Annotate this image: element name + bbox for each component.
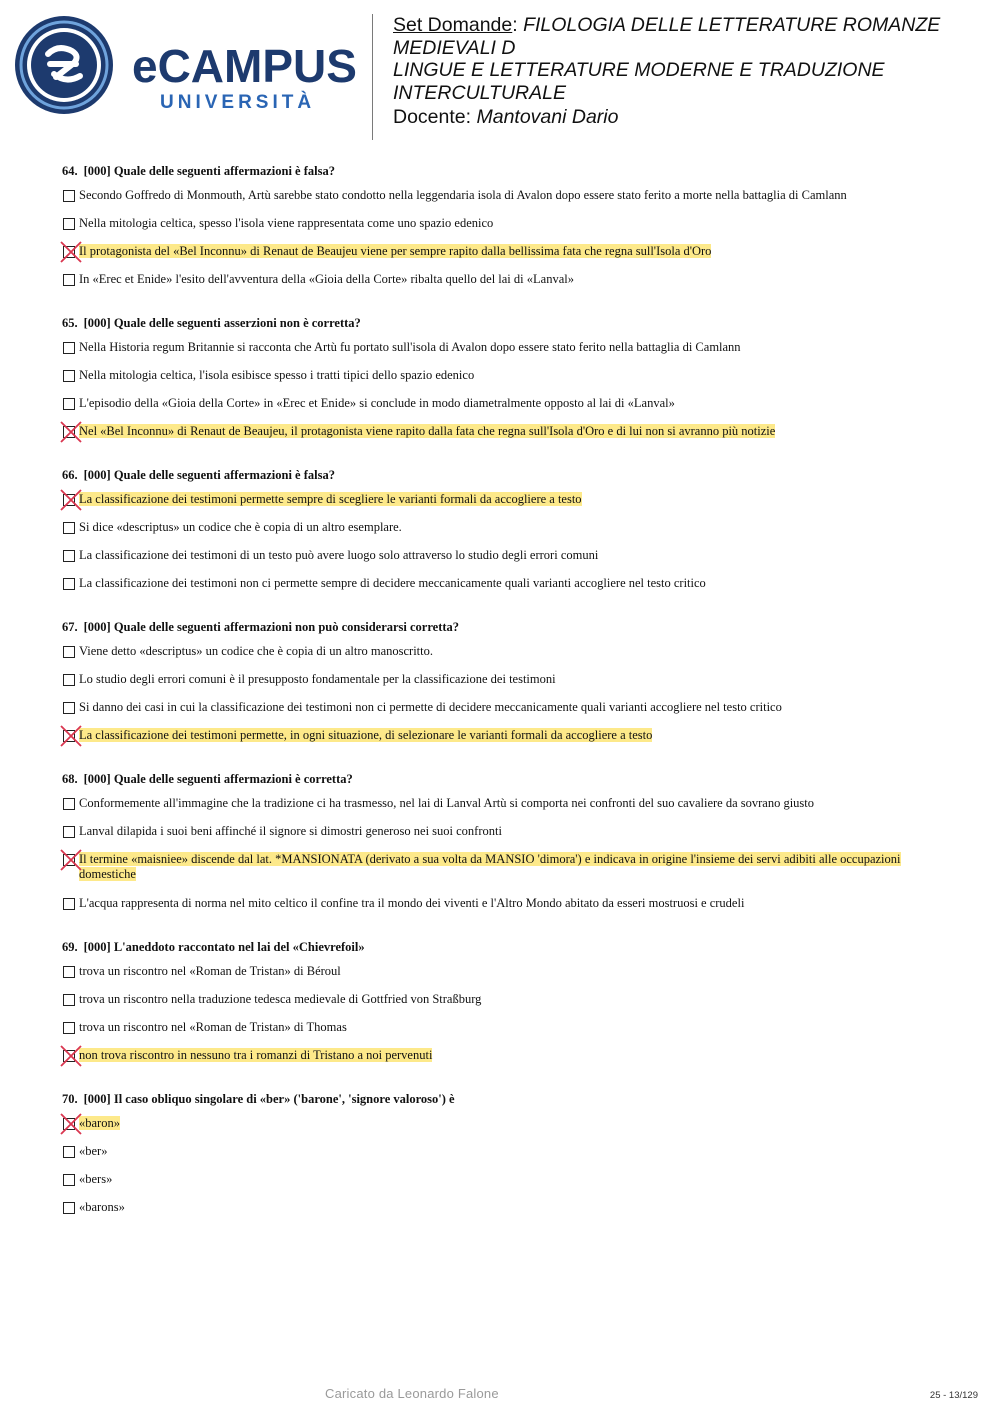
option-text: Viene detto «descriptus» un codice che è copia di un altro manoscritto. xyxy=(79,644,433,658)
option-text: Nella Historia regum Britannie si racconta che Artù fu portato sull'isola di Avalon dopo essere stato ferito nella battaglia di Camlann xyxy=(79,340,741,354)
upload-watermark: Caricato da Leonardo Falone xyxy=(325,1386,499,1401)
answer-option[interactable] xyxy=(62,1172,942,1200)
answer-option[interactable] xyxy=(62,1144,942,1172)
question-number: 69. xyxy=(62,940,78,954)
checkbox[interactable] xyxy=(63,646,75,658)
answer-option-correct[interactable] xyxy=(62,1116,942,1144)
cross-mark-icon xyxy=(59,420,83,444)
course-title-1: FILOLOGIA DELLE LETTERATURE ROMANZE xyxy=(523,14,941,36)
answer-option[interactable] xyxy=(62,576,942,604)
question-number: 64. xyxy=(62,164,78,178)
cross-mark-icon xyxy=(59,848,83,872)
answer-option-correct[interactable] xyxy=(62,728,942,756)
answer-option[interactable] xyxy=(62,992,942,1020)
course-title-2: MEDIEVALI D xyxy=(393,36,516,59)
question-list xyxy=(62,160,942,1240)
option-text: «barons» xyxy=(79,1200,125,1214)
answer-option[interactable] xyxy=(62,520,942,548)
answer-option[interactable] xyxy=(62,824,942,852)
option-text: Si dice «descriptus» un codice che è copia di un altro esemplare. xyxy=(79,520,402,534)
teacher-line xyxy=(393,106,973,129)
answer-option[interactable] xyxy=(62,1200,942,1228)
checkbox[interactable] xyxy=(63,966,75,978)
checkbox[interactable] xyxy=(63,898,75,910)
cross-mark-icon xyxy=(59,240,83,264)
answer-option-correct[interactable] xyxy=(62,492,942,520)
checkbox[interactable] xyxy=(63,1202,75,1214)
question-title xyxy=(62,1088,942,1116)
answer-option[interactable] xyxy=(62,368,942,396)
question-number: 68. xyxy=(62,772,78,786)
checkbox[interactable] xyxy=(63,1174,75,1186)
option-text: Nella mitologia celtica, l'isola esibisce spesso i tratti tipici dello spazio edenico xyxy=(79,368,475,382)
question-title xyxy=(62,160,942,188)
option-text: L'acqua rappresenta di norma nel mito celtico il confine tra il mondo dei viventi e l'Altro Mondo abitato da esseri mostruosi e crudeli xyxy=(79,896,745,910)
checkbox[interactable] xyxy=(63,522,75,534)
set-label: Set Domande xyxy=(393,14,513,36)
answer-option[interactable] xyxy=(62,548,942,576)
option-text: trova un riscontro nel «Roman de Tristan» di Thomas xyxy=(79,1020,347,1034)
question-text: [000] L'aneddoto raccontato nel lai del «Chievrefoil» xyxy=(83,940,365,954)
question-number: 70. xyxy=(62,1092,78,1106)
checkbox[interactable] xyxy=(63,1022,75,1034)
option-text: «bers» xyxy=(79,1172,113,1186)
checkbox[interactable] xyxy=(63,218,75,230)
brand-name: eCAMPUS xyxy=(132,40,357,92)
checkbox[interactable] xyxy=(63,826,75,838)
answer-option-correct[interactable] xyxy=(62,424,942,452)
cross-mark-icon xyxy=(59,488,83,512)
degree-2: INTERCULTURALE xyxy=(393,81,566,104)
option-text: La classificazione dei testimoni permette sempre di scegliere le varianti formali da accogliere a testo xyxy=(79,492,582,506)
question-block xyxy=(62,616,942,756)
option-text: Nel «Bel Inconnu» di Renaut de Beaujeu, il protagonista viene rapito dalla fata che regna sull'Isola d'Oro e di lui non si avranno più notizie xyxy=(79,424,776,438)
option-text: trova un riscontro nella traduzione tedesca medievale di Gottfried von Straßburg xyxy=(79,992,482,1006)
checkbox[interactable] xyxy=(63,550,75,562)
option-text: Lo studio degli errori comuni è il presupposto fondamentale per la classificazione dei testimoni xyxy=(79,672,556,686)
answer-option[interactable] xyxy=(62,644,942,672)
question-number: 65. xyxy=(62,316,78,330)
option-text: «baron» xyxy=(79,1116,120,1130)
question-title xyxy=(62,616,942,644)
question-title xyxy=(62,768,942,796)
question-text: [000] Quale delle seguenti affermazioni è falsa? xyxy=(83,164,335,178)
question-number: 66. xyxy=(62,468,78,482)
option-text: trova un riscontro nel «Roman de Tristan» di Béroul xyxy=(79,964,341,978)
answer-option[interactable] xyxy=(62,396,942,424)
page-number: 25 - 13/129 xyxy=(929,1390,978,1401)
question-block xyxy=(62,312,942,452)
checkbox[interactable] xyxy=(63,190,75,202)
answer-option[interactable] xyxy=(62,216,942,244)
option-text: Secondo Goffredo di Monmouth, Artù sarebbe stato condotto nella leggendaria isola di Avalon dopo essere stato ferito a morte nella battaglia di Camlann xyxy=(79,188,847,202)
answer-option-correct[interactable] xyxy=(62,244,942,272)
question-text: [000] Quale delle seguenti affermazioni è falsa? xyxy=(83,468,335,482)
option-text: In «Erec et Enide» l'esito dell'avventura della «Gioia della Corte» ribalta quello del lai di «Lanval» xyxy=(79,272,574,286)
header-info xyxy=(393,14,973,129)
answer-option[interactable] xyxy=(62,1020,942,1048)
option-text: La classificazione dei testimoni di un testo può avere luogo solo attraverso lo studio degli errori comuni xyxy=(79,548,599,562)
answer-option-correct[interactable] xyxy=(62,1048,942,1076)
answer-option[interactable] xyxy=(62,896,942,924)
course-title-line: Set Domande: FILOLOGIA DELLE LETTERATURE ROMANZE xyxy=(393,14,941,36)
checkbox[interactable] xyxy=(63,578,75,590)
question-title xyxy=(62,312,942,340)
checkbox[interactable] xyxy=(63,798,75,810)
brand-sub: UNIVERSITÀ xyxy=(160,92,316,113)
question-block xyxy=(62,160,942,300)
ecampus-logo xyxy=(14,14,359,116)
question-text: [000] Quale delle seguenti affermazioni è corretta? xyxy=(83,772,353,786)
checkbox[interactable] xyxy=(63,1146,75,1158)
option-text: Il termine «maisniee» discende dal lat. *MANSIONATA (derivato a sua volta da MANSIO 'dimora') e indicava in origine l'insieme dei servi adibiti alle occupazioni domestiche xyxy=(79,852,901,881)
answer-option[interactable] xyxy=(62,188,942,216)
checkbox[interactable] xyxy=(63,274,75,286)
teacher-label: Docente: xyxy=(393,106,472,128)
question-block xyxy=(62,768,942,924)
cross-mark-icon xyxy=(59,724,83,748)
question-title xyxy=(62,464,942,492)
brand-wordmark xyxy=(132,40,357,113)
answer-option[interactable] xyxy=(62,964,942,992)
option-text: La classificazione dei testimoni non ci permette sempre di decidere meccanicamente quali varianti accogliere nel testo critico xyxy=(79,576,706,590)
answer-option[interactable] xyxy=(62,340,942,368)
answer-option[interactable] xyxy=(62,700,942,728)
question-text: [000] Il caso obliquo singolare di «ber» ('barone', 'signore valoroso') è xyxy=(83,1092,455,1106)
checkbox[interactable] xyxy=(63,994,75,1006)
checkbox[interactable] xyxy=(63,702,75,714)
question-block xyxy=(62,936,942,1076)
teacher-name: Mantovani Dario xyxy=(476,106,619,128)
question-block xyxy=(62,464,942,604)
header-divider xyxy=(372,14,373,140)
option-text: Nella mitologia celtica, spesso l'isola viene rappresentata come uno spazio edenico xyxy=(79,216,494,230)
cross-mark-icon xyxy=(59,1044,83,1068)
answer-option[interactable] xyxy=(62,672,942,700)
option-text: Conformemente all'immagine che la tradizione ci ha trasmesso, nel lai di Lanval Artù si comporta nei confronti del suo cavaliere da sovrano giusto xyxy=(79,796,815,810)
checkbox[interactable] xyxy=(63,342,75,354)
option-text: «ber» xyxy=(79,1144,108,1158)
option-text: Il protagonista del «Bel Inconnu» di Renaut de Beaujeu viene per sempre rapito dalla bellissima fata che regna sull'Isola d'Oro xyxy=(79,244,712,258)
question-title xyxy=(62,936,942,964)
checkbox[interactable] xyxy=(63,674,75,686)
option-text: Si danno dei casi in cui la classificazione dei testimoni non ci permette di decidere meccanicamente quali varianti accogliere nel testo critico xyxy=(79,700,782,714)
cross-mark-icon xyxy=(59,1112,83,1136)
question-number: 67. xyxy=(62,620,78,634)
checkbox[interactable] xyxy=(63,398,75,410)
option-text: L'episodio della «Gioia della Corte» in «Erec et Enide» si conclude in modo diametralmente opposto al lai di «Lanval» xyxy=(79,396,675,410)
degree-1: LINGUE E LETTERATURE MODERNE E TRADUZIONE xyxy=(393,59,885,81)
option-text: Lanval dilapida i suoi beni affinché il signore si dimostri generoso nei suoi confronti xyxy=(79,824,502,838)
option-text: non trova riscontro in nessuno tra i romanzi di Tristano a noi pervenuti xyxy=(79,1048,433,1062)
option-text: La classificazione dei testimoni permette, in ogni situazione, di selezionare le varianti formali da accogliere a testo xyxy=(79,728,653,742)
checkbox[interactable] xyxy=(63,370,75,382)
question-text: [000] Quale delle seguenti asserzioni non è corretta? xyxy=(83,316,361,330)
answer-option-correct[interactable] xyxy=(62,852,942,896)
answer-option[interactable] xyxy=(62,796,942,824)
answer-option[interactable] xyxy=(62,272,942,300)
question-text: [000] Quale delle seguenti affermazioni non può considerarsi corretta? xyxy=(83,620,460,634)
question-block xyxy=(62,1088,942,1228)
